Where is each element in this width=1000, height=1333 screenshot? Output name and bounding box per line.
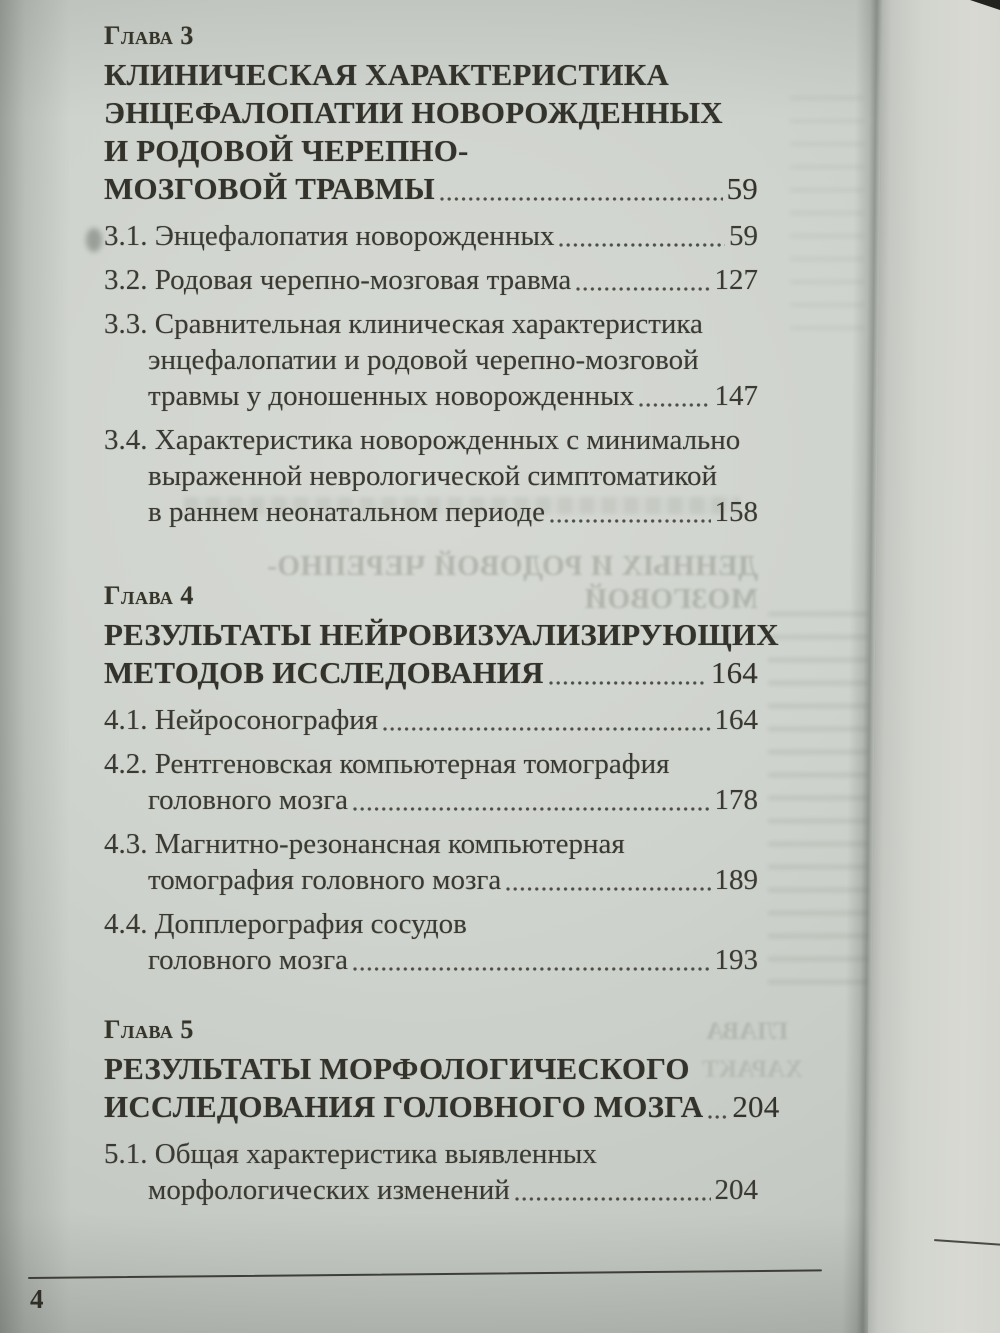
toc-page-number: 204 <box>732 1089 780 1124</box>
toc-line-text: РЕЗУЛЬТАТЫ МОРФОЛОГИЧЕСКОГО <box>104 1051 690 1086</box>
toc-line-text: 3.4. Характеристика новорожденных с минимально <box>104 424 741 456</box>
toc-line-text: 5.1. Общая характеристика выявленных <box>104 1138 597 1170</box>
toc-line <box>104 746 758 782</box>
toc-line-text: 4.3. Магнитно-резонансная компьютерная <box>104 828 625 860</box>
toc-page-number: 193 <box>714 944 758 976</box>
toc-line-text: головного мозга <box>148 784 348 816</box>
dot-leader <box>559 242 725 248</box>
toc-page-number: 164 <box>714 704 758 736</box>
toc-entry <box>104 1136 758 1208</box>
toc-line <box>104 1136 758 1172</box>
toc <box>104 20 780 1208</box>
toc-line-text: МОЗГОВОЙ ТРАВМЫ <box>104 171 435 206</box>
toc-line <box>104 862 758 898</box>
toc-line <box>104 616 779 654</box>
toc-line <box>104 702 758 738</box>
chapter-label: Глава 4 <box>104 581 194 610</box>
toc-line <box>104 422 758 458</box>
toc-line <box>104 782 758 818</box>
toc-entry <box>104 826 758 898</box>
chapter-title <box>104 1050 780 1126</box>
toc-page-number: 59 <box>726 171 758 206</box>
toc-line-text: в раннем неонатальном периоде <box>148 496 545 528</box>
toc-line-text: головного мозга <box>148 944 348 976</box>
toc-line-text: 3.1. Энцефалопатия новорожденных <box>104 220 555 252</box>
toc-entry <box>104 702 758 738</box>
toc-line <box>104 94 758 132</box>
toc-line-text: 4.4. Допплерография сосудов <box>104 908 467 940</box>
dot-leader <box>506 886 710 892</box>
ghost-bleedthrough-text: ХАРАКТ <box>702 1056 804 1083</box>
toc-line <box>104 170 758 208</box>
chapter-label: Глава 3 <box>104 21 194 50</box>
toc-page-number: 59 <box>729 220 758 252</box>
dot-leader <box>440 196 723 202</box>
ghost-bleedthrough-text: ГЛАВА <box>706 1018 788 1045</box>
chapter-title <box>104 616 779 692</box>
dot-leader <box>383 726 710 732</box>
toc-line-text: 3.3. Сравнительная клиническая характеристика <box>104 308 703 340</box>
paper-smudge <box>86 228 102 252</box>
toc-line <box>104 1088 780 1126</box>
toc-line <box>104 494 758 530</box>
toc-line-text: морфологических изменений <box>148 1174 510 1206</box>
toc-entry <box>104 218 758 254</box>
toc-line-text: 4.2. Рентгеновская компьютерная томография <box>104 748 670 780</box>
toc-line <box>104 1050 758 1088</box>
chapter-label: Глава 5 <box>104 1015 194 1044</box>
toc-line <box>104 306 758 342</box>
toc-line <box>104 906 758 942</box>
toc-page-number: 147 <box>714 380 758 412</box>
toc-line <box>104 942 758 978</box>
toc-line <box>104 218 758 254</box>
toc-line-text: КЛИНИЧЕСКАЯ ХАРАКТЕРИСТИКА <box>104 57 669 92</box>
toc-line-text: И РОДОВОЙ ЧЕРЕПНО- <box>104 133 469 168</box>
toc-line <box>104 342 758 378</box>
toc-line <box>104 378 758 414</box>
toc-line <box>104 262 758 298</box>
toc-line-text: МЕТОДОВ ИССЛЕДОВАНИЯ <box>104 655 544 690</box>
toc-page-number: 127 <box>714 264 758 296</box>
toc-line <box>104 56 758 94</box>
section-gap <box>104 978 758 1014</box>
dot-leader <box>708 1114 728 1120</box>
toc-entry <box>104 746 758 818</box>
toc-page-number: 189 <box>714 864 758 896</box>
toc-line <box>104 132 758 170</box>
dot-leader <box>576 286 710 292</box>
dot-leader <box>515 1196 711 1202</box>
toc-page-number: 178 <box>714 784 758 816</box>
toc-line-text: 4.1. Нейросонография <box>104 704 379 736</box>
dot-leader <box>550 518 711 524</box>
toc-line <box>104 826 758 862</box>
dot-leader <box>549 680 707 686</box>
toc-line-text: томография головного мозга <box>148 864 502 896</box>
toc-line-text: 3.2. Родовая черепно-мозговая травма <box>104 264 572 296</box>
chapter-title <box>104 56 758 208</box>
toc-page-number: 204 <box>714 1174 758 1206</box>
toc-entry <box>104 306 758 414</box>
toc-page-number: 164 <box>710 655 758 690</box>
toc-entry <box>104 422 758 530</box>
toc-line-text: выраженной неврологической симптоматикой <box>148 460 718 492</box>
dot-leader <box>353 966 711 972</box>
toc-page-number: 158 <box>714 496 758 528</box>
toc-line-text: травмы у доношенных новорожденных <box>148 380 635 412</box>
section-gap <box>104 530 758 580</box>
toc-line <box>104 458 758 494</box>
toc-line-text: РЕЗУЛЬТАТЫ НЕЙРОВИЗУАЛИЗИРУЮЩИХ <box>104 617 779 652</box>
toc-entry <box>104 906 758 978</box>
toc-line <box>104 654 758 692</box>
toc-line-text: энцефалопатии и родовой черепно-мозговой <box>148 344 699 376</box>
ghost-bleedthrough-text: ДЕННЫХ И РОДОВОЙ ЧЕРЕПНО-МОЗГОВОЙ <box>266 550 758 615</box>
dot-leader <box>353 806 711 812</box>
toc-line <box>104 1172 758 1208</box>
dot-leader <box>639 402 710 408</box>
footer-page-number: 4 <box>30 1284 44 1314</box>
footer-rule <box>28 1269 822 1279</box>
toc-line-text: ИССЛЕДОВАНИЯ ГОЛОВНОГО МОЗГА <box>104 1089 704 1124</box>
toc-line-text: ЭНЦЕФАЛОПАТИИ НОВОРОЖДЕННЫХ <box>104 95 723 130</box>
toc-entry <box>104 262 758 298</box>
